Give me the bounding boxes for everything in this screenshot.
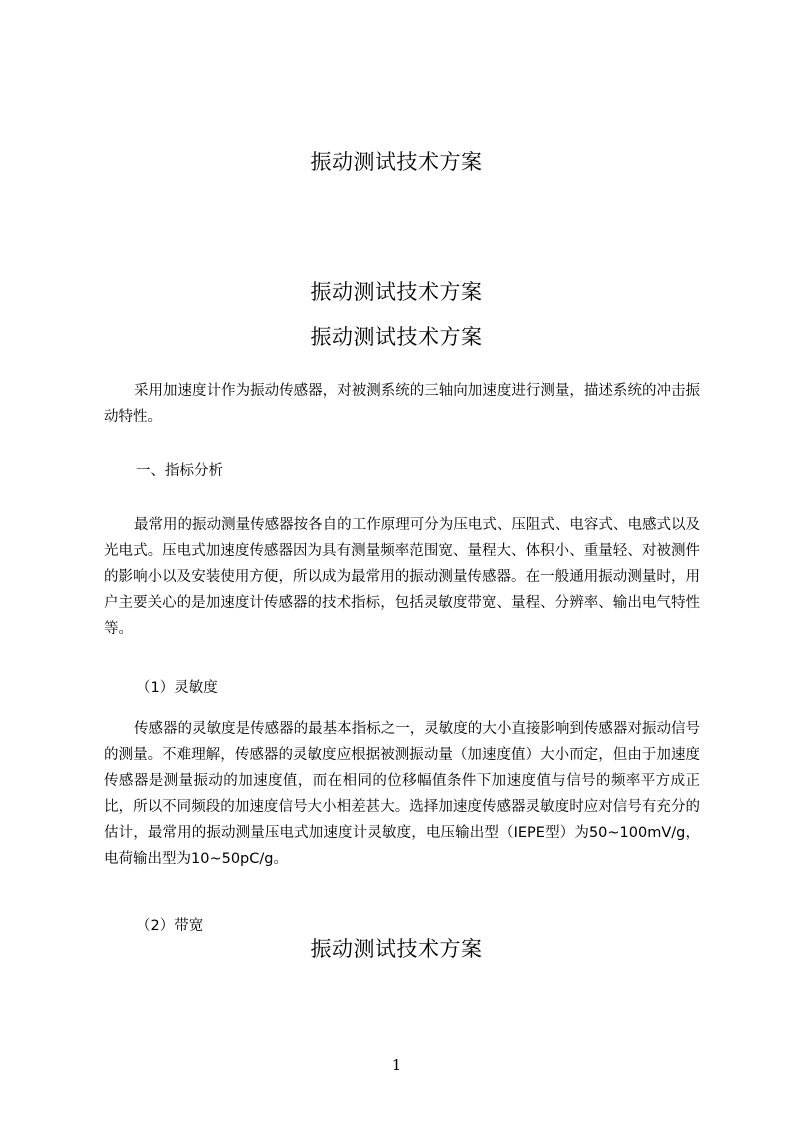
intro-text: 采用加速度计作为振动传感器，对被测系统的三轴向加速度进行测量，描述系统的冲击振动特性。 xyxy=(104,383,700,425)
subsection-heading-sensitivity: （1）灵敏度 xyxy=(136,680,218,696)
indicators-text: 最常用的振动测量传感器按各自的工作原理可分为压电式、压阻式、电容式、电感式以及光电式。压电式加速度传感器因为具有测量频率范围宽、量程大、体积小、重量轻、对被测件的影响小以及安装使用方便，所以成为最常用的振动测量传感器。在一般通用振动测量时，用户主要关心的是加速度计传感器的技术指标，包括灵敏度带宽、量程、分辨率、输出电气特性等。 xyxy=(104,517,700,637)
document-subtitle: 振动测试技术方案 xyxy=(310,325,483,349)
intro-paragraph xyxy=(104,378,700,430)
indicators-paragraph xyxy=(104,512,700,642)
document-title: 振动测试技术方案 xyxy=(310,280,483,304)
subsection-heading-bandwidth: （2）带宽 xyxy=(136,918,204,934)
sensitivity-text: 传感器的灵敏度是传感器的最基本指标之一，灵敏度的大小直接影响到传感器对振动信号的测量。不难理解，传感器的灵敏度应根据被测振动量（加速度值）大小而定，但由于加速度传感器是测量振动的加速度值，而在相同的位移幅值条件下加速度值与信号的频率平方成正比，所以不同频段的加速度信号大小相差甚大。选择加速度传感器灵敏度时应对信号有充分的估计，最常用的振动测量压电式加速度计灵敏度，电压输出型（IEPE型）为50~100mV/g，电荷输出型为10~50pC/g。 xyxy=(104,721,700,867)
header-title: 振动测试技术方案 xyxy=(310,150,483,174)
section-heading-indicators: 一、指标分析 xyxy=(136,463,223,479)
page-number: 1 xyxy=(391,1056,402,1074)
footer-title: 振动测试技术方案 xyxy=(310,937,483,961)
sensitivity-paragraph xyxy=(104,716,700,872)
